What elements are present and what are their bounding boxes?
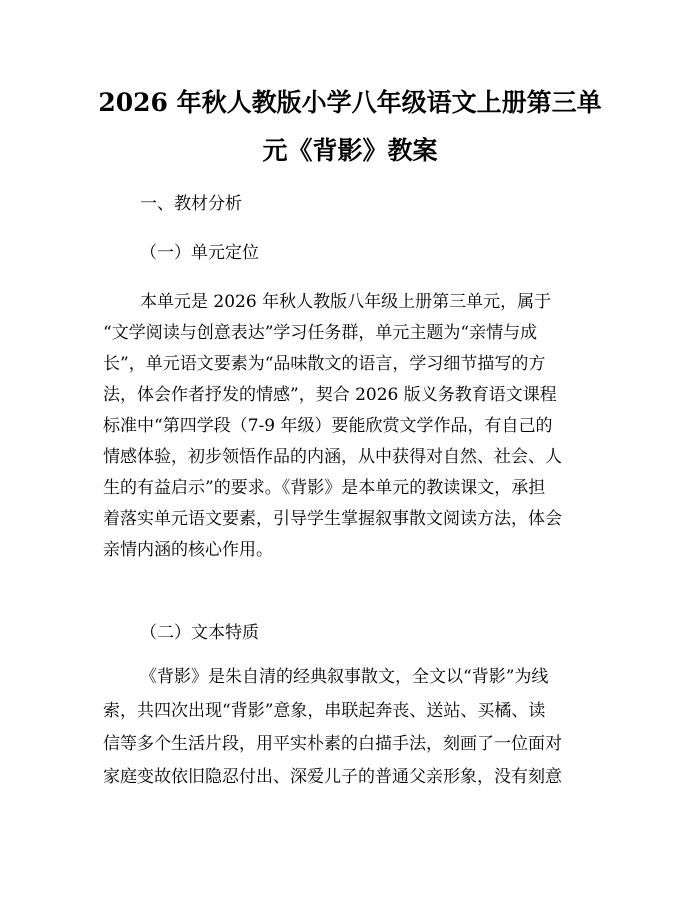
section-heading-teaching-material-analysis: 一、教材分析	[140, 194, 242, 214]
paragraph-line: “文学阅读与创意表达”学习任务群，单元主题为“亲情与成	[103, 323, 538, 343]
paragraph-line: 标准中“第四学段（7-9 年级）要能欣赏文学作品，有自己的	[103, 416, 553, 436]
paragraph-line: 着落实单元语文要素，引导学生掌握叙事散文阅读方法，体会	[103, 509, 562, 529]
paragraph-line: 本单元是 2026 年秋人教版八年级上册第三单元，属于	[140, 292, 552, 312]
paragraph-line: 生的有益启示”的要求。《背影》是本单元的教读课文，承担	[103, 478, 546, 498]
paragraph-line: 法，体会作者抒发的情感”，契合 2026 版义务教育语文课程	[103, 385, 557, 405]
paragraph-line: 家庭变故依旧隐忍付出、深爱儿子的普通父亲形象，没有刻意	[103, 767, 562, 787]
document-title-line-2: 元《背影》教案	[262, 136, 438, 165]
paragraph-line: 情感体验，初步领悟作品的内涵，从中获得对自然、社会、人	[103, 447, 562, 467]
subsection-heading-text-characteristics: （二）文本特质	[140, 623, 259, 643]
paragraph-line: 信等多个生活片段，用平实朴素的白描手法，刻画了一位面对	[103, 734, 562, 754]
document-title-line-1: 2026 年秋人教版小学八年级语文上册第三单	[98, 88, 602, 117]
paragraph-line: 亲情内涵的核心作用。	[103, 540, 273, 560]
paragraph-line: 索，共四次出现“背影”意象，串联起奔丧、送站、买橘、读	[103, 701, 546, 721]
paragraph-line: 长”，单元语文要素为“品味散文的语言，学习细节描写的方	[103, 354, 546, 374]
subsection-heading-unit-positioning: （一）单元定位	[140, 243, 259, 263]
paragraph-line: 《背影》是朱自清的经典叙事散文，全文以“背影”为线	[140, 667, 549, 687]
